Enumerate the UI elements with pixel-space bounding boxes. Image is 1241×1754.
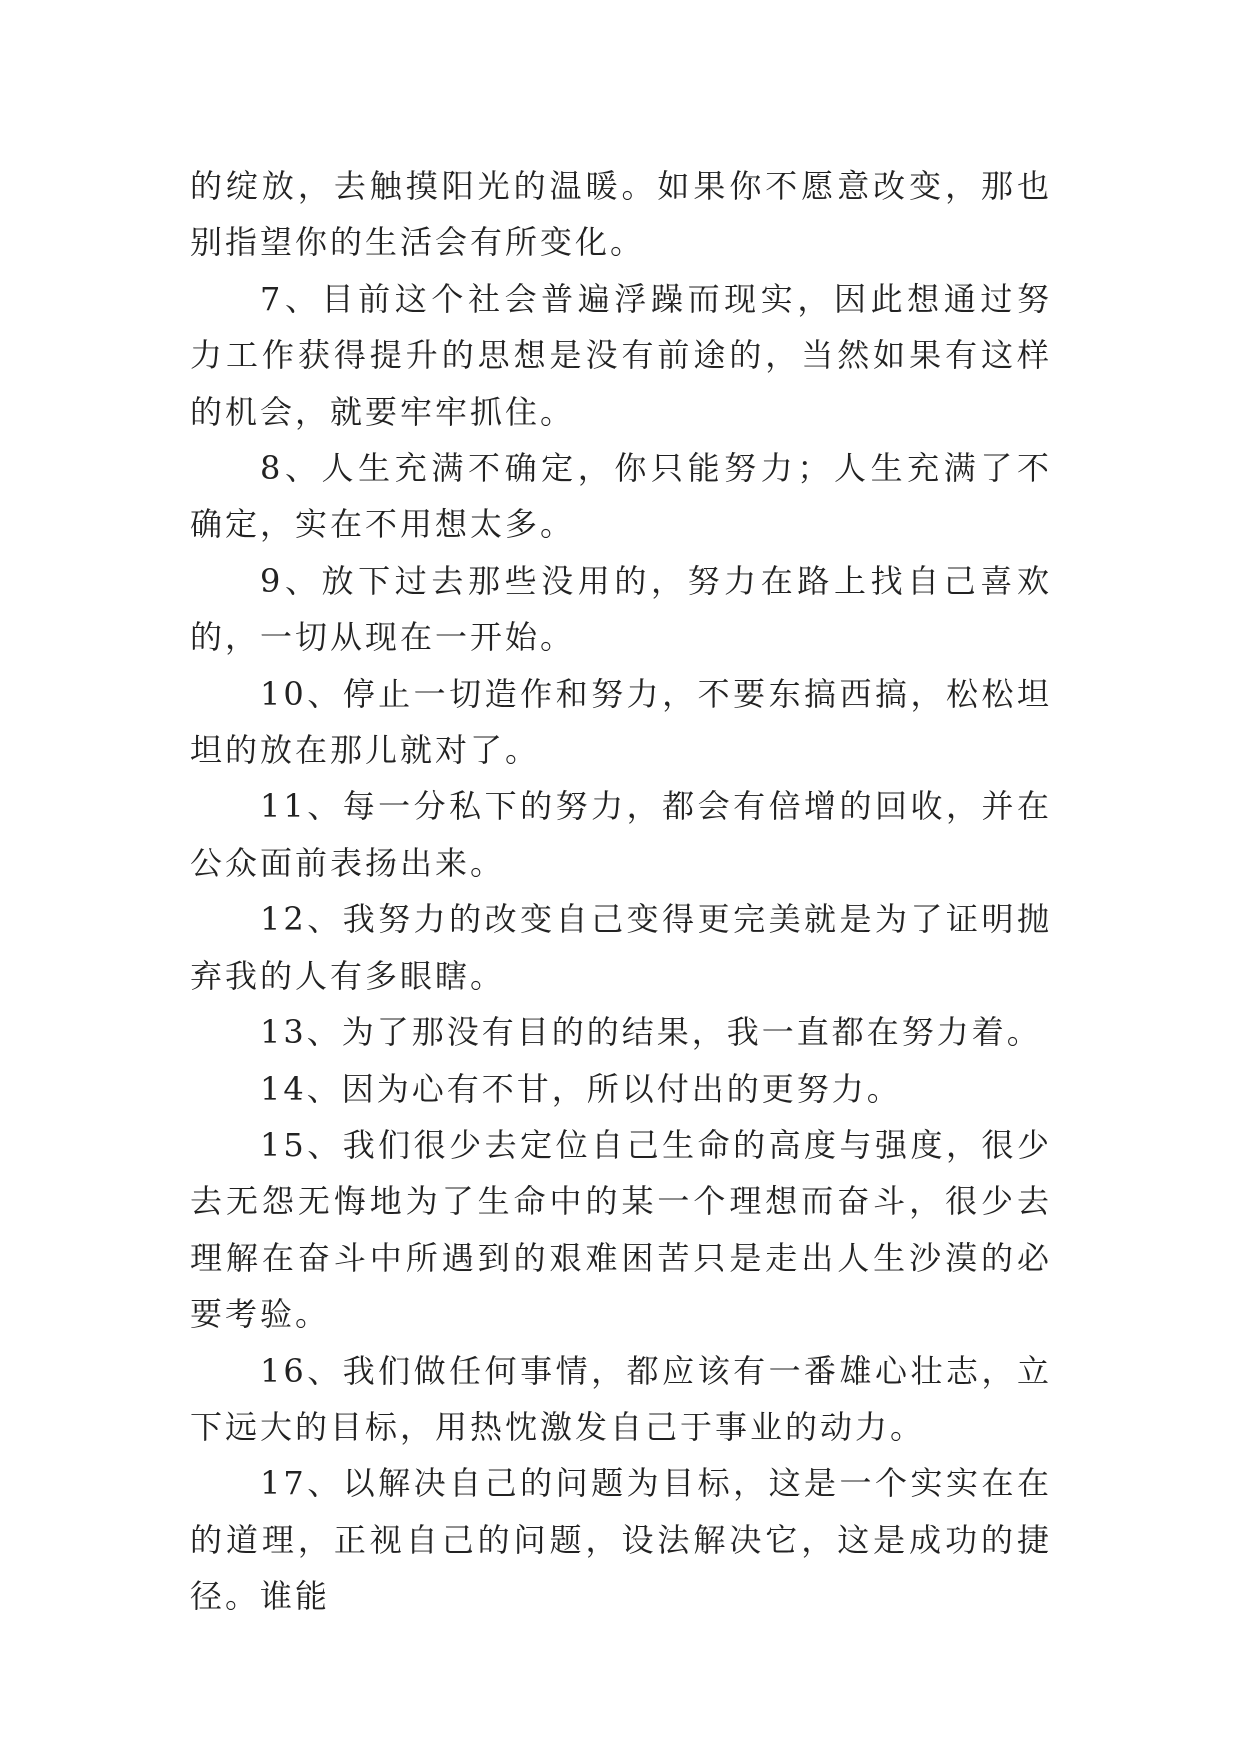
paragraph-item-14: 14、因为心有不甘，所以付出的更努力。 bbox=[260, 1069, 902, 1108]
paragraph-item-7: 7、目前这个社会普遍浮躁而现实，因此想通过努力工作获得提升的思想是没有前途的，当然如果有这样的机会，就要牢牢抓住。 bbox=[190, 279, 1052, 431]
paragraph-item-11: 11、每一分私下的努力，都会有倍增的回收，并在公众面前表扬出来。 bbox=[190, 787, 1052, 882]
paragraph-item-13: 13、为了那没有目的的结果，我一直都在努力着。 bbox=[260, 1013, 1042, 1052]
paragraph-item-15: 15、我们很少去定位自己生命的高度与强度，很少去无怨无悔地为了生命中的某一个理想而奋斗，很少去理解在奋斗中所遇到的艰难困苦只是走出人生沙漠的必要考验。 bbox=[190, 1125, 1052, 1334]
paragraph-continuation: 的绽放，去触摸阳光的温暖。如果你不愿意改变，那也别指望你的生活会有所变化。 bbox=[190, 167, 1052, 262]
paragraph-item-10: 10、停止一切造作和努力，不要东搞西搞，松松坦坦的放在那儿就对了。 bbox=[190, 674, 1052, 770]
paragraph-item-17: 17、以解决自己的问题为目标，这是一个实实在在的道理，正视自己的问题，设法解决它，这是成功的捷径。谁能 bbox=[190, 1464, 1052, 1616]
paragraph-item-8: 8、人生充满不确定，你只能努力；人生充满了不确定，实在不用想太多。 bbox=[190, 449, 1052, 544]
paragraph-item-9: 9、放下过去那些没用的，努力在路上找自己喜欢的，一切从现在一开始。 bbox=[190, 561, 1052, 657]
document-body bbox=[190, 158, 1052, 1625]
paragraph-item-16: 16、我们做任何事情，都应该有一番雄心壮志，立下远大的目标，用热忱激发自己于事业的动力。 bbox=[190, 1351, 1052, 1446]
paragraph-item-12: 12、我努力的改变自己变得更完美就是为了证明抛弃我的人有多眼瞎。 bbox=[190, 900, 1052, 995]
